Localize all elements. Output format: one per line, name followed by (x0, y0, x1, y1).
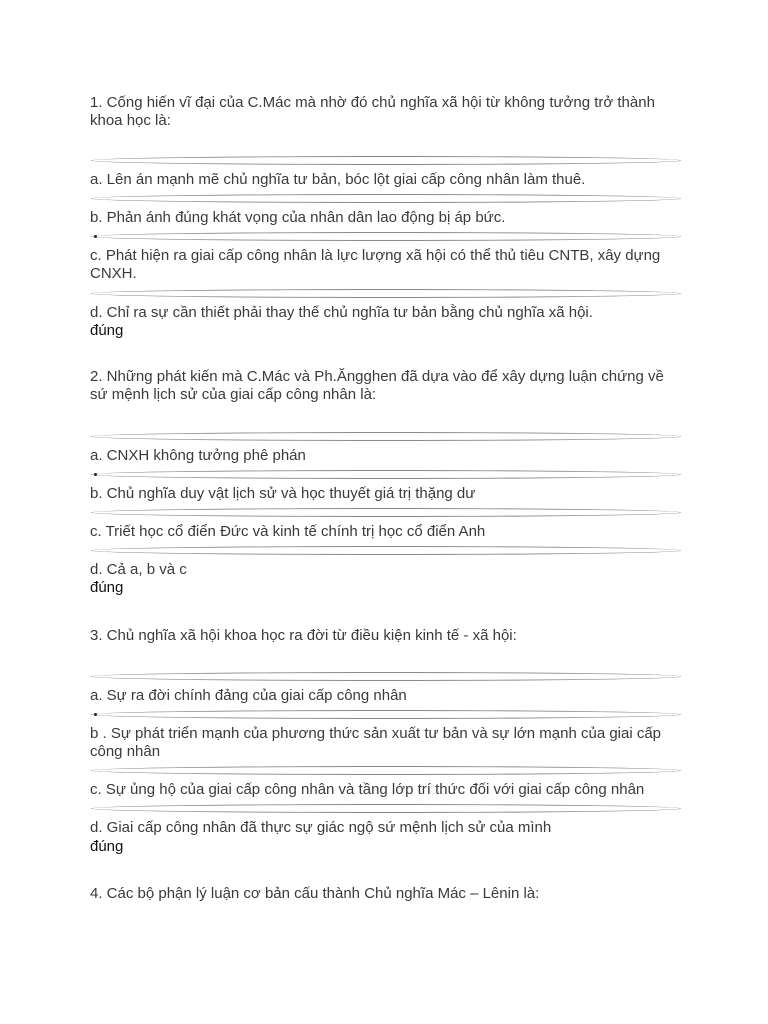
q3-option-c-radio[interactable] (91, 766, 681, 775)
q2-option-a-text: a. CNXH không tưởng phê phán (90, 447, 306, 464)
q2-option-c-radio[interactable] (91, 508, 681, 517)
question-2-text: 2. Những phát kiến mà C.Mác và Ph.Ăngghen đã dựa vào để xây dựng luận chứng về sứ mệnh lịch sử của giai cấp công nhân là: (90, 368, 664, 403)
q2-option-b-radio[interactable] (91, 470, 681, 479)
q3-option-b-text: b . Sự phát triển mạnh của phương thức sản xuất tư bản và sự lớn mạnh của giai cấp công nhân (90, 725, 662, 760)
q3-option-c-text: c. Sự ủng hộ của giai cấp công nhân và tầng lớp trí thức đối với giai cấp công nhân (90, 781, 645, 798)
q2-option-c-text: c. Triết học cổ điển Đức và kinh tế chính trị học cổ điển Anh (90, 523, 486, 540)
q3-option-d-text: d. Giai cấp công nhân đã thực sự giác ngộ sứ mệnh lịch sử của mình (90, 819, 552, 836)
q3-option-d-radio[interactable] (91, 804, 681, 813)
q1-option-d-text: d. Chỉ ra sự cần thiết phải thay thế chủ nghĩa tư bản bằng chủ nghĩa xã hội. (90, 304, 593, 321)
q3-option-a-radio[interactable] (91, 672, 681, 681)
question-4-text: 4. Các bộ phận lý luận cơ bản cấu thành Chủ nghĩa Mác – Lênin là: (90, 885, 540, 902)
q3-option-b-radio[interactable] (91, 710, 681, 719)
q1-verdict: đúng (90, 322, 124, 339)
q1-option-a-radio[interactable] (91, 156, 681, 165)
q1-option-d-radio[interactable] (91, 289, 681, 298)
question-3-text: 3. Chủ nghĩa xã hội khoa học ra đời từ điều kiện kinh tế - xã hội: (90, 627, 517, 644)
q2-verdict: đúng (90, 579, 124, 596)
q3-verdict: đúng (90, 838, 124, 855)
q2-option-d-radio[interactable] (91, 546, 681, 555)
q1-option-c-text: c. Phát hiện ra giai cấp công nhân là lực lượng xã hội có thể thủ tiêu CNTB, xây dựng CNXH. (90, 247, 661, 282)
q2-option-a-radio[interactable] (91, 432, 681, 441)
q2-option-d-text: d. Cả a, b và c (90, 561, 187, 578)
q1-option-c-radio[interactable] (91, 232, 681, 241)
q1-option-b-radio[interactable] (91, 194, 681, 203)
q3-option-a-text: a. Sự ra đời chính đảng của giai cấp công nhân (90, 687, 407, 704)
q1-option-b-text: b. Phản ánh đúng khát vọng của nhân dân lao động bị áp bức. (90, 209, 506, 226)
q2-option-b-text: b. Chủ nghĩa duy vật lịch sử và học thuyết giá trị thặng dư (90, 485, 476, 502)
question-1-text: 1. Cống hiến vĩ đại của C.Mác mà nhờ đó chủ nghĩa xã hội từ không tưởng trở thành khoa học là: (90, 94, 655, 129)
q1-option-a-text: a. Lên án mạnh mẽ chủ nghĩa tư bản, bóc lột giai cấp công nhân làm thuê. (90, 171, 586, 188)
